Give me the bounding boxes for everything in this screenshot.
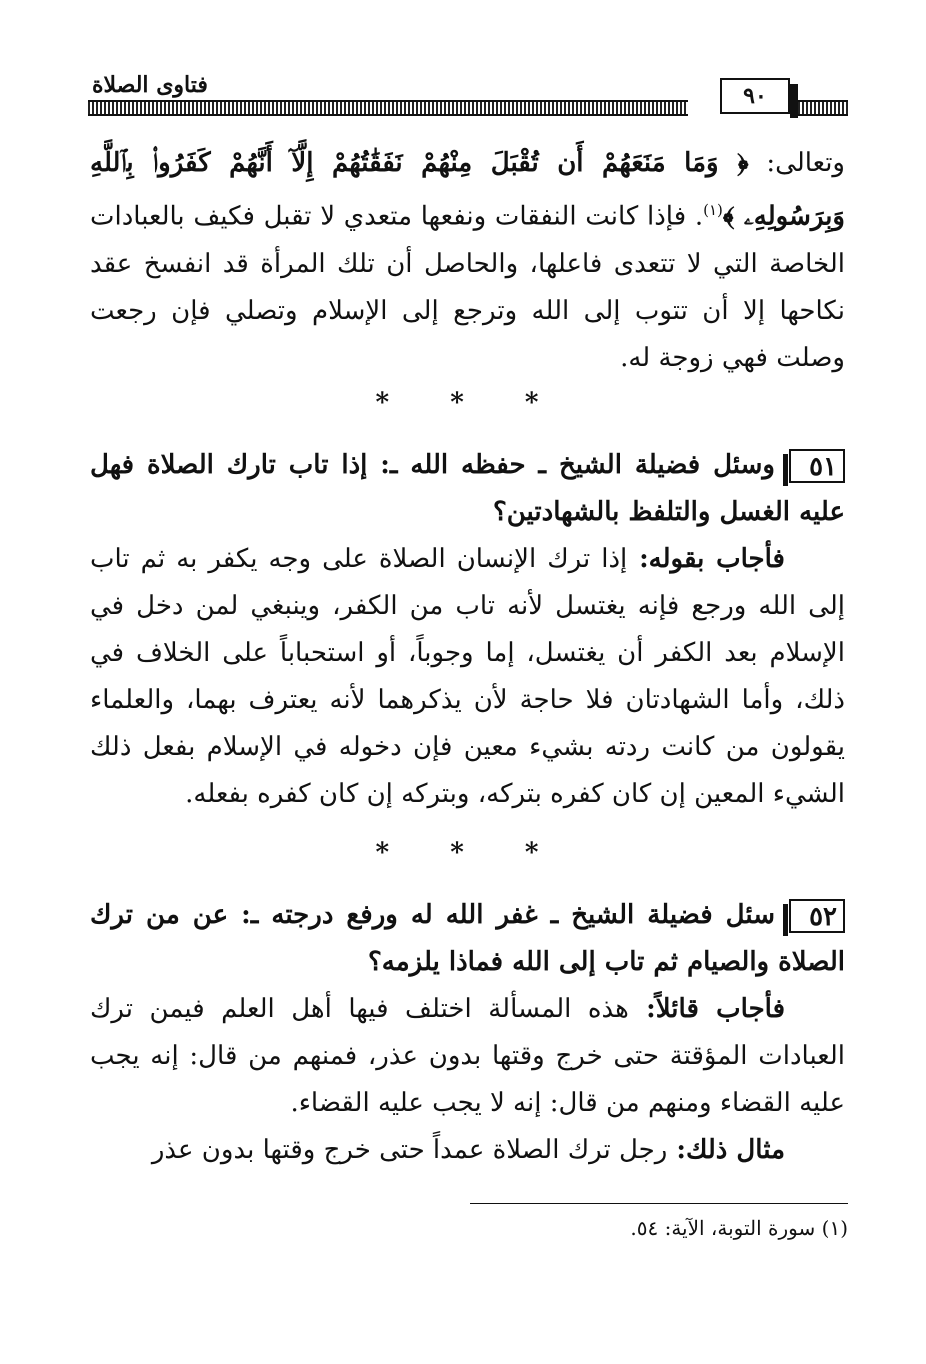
question-52-text: سئل فضيلة الشيخ ـ غفر الله له ورفع درجته ـ: عن من ترك الصلاة والصيام ثم تاب إلى الله فماذا يلزمه؟ [90, 900, 845, 977]
example-lead: مثال ذلك: [667, 1135, 785, 1165]
answer-52-lead: فأجاب قائلاً: [628, 994, 786, 1024]
answer-51-text: إذا ترك الإنسان الصلاة على وجه يكفر به ثم تاب إلى الله ورجع فإنه يغتسل لأنه تاب من الكفر، وينبغي لمن دخل في الإسلام بعد الكفر أن يغتسل، إما وجوباً، أو استحباباً على الخلاف في ذلك، وأما الشهادتان فلا حاجة لأن يذكرهما لأنه يعترف بهما، والعلماء يقولون من كانت ردته بشيء معين فإن دخوله في الإسلام بفعل ذلك الشيء المعين إن كان كفره بتركه، وبتركه إن كان كفره بفعله. [90, 544, 845, 809]
footnote-divider [470, 1203, 848, 1204]
question-52 [90, 892, 845, 1174]
page-header [88, 72, 848, 122]
page-number: ٩٠ [720, 78, 790, 114]
question-number-51: ٥١ [789, 449, 845, 483]
intro-text: . فإذا كانت النفقات ونفعها متعدي لا تقبل فكيف بالعبادات الخاصة التي لا تتعدى فاعلها، والحاصل أن تلك المرأة قد انفسخ عقد نكاحها إلا أن تتوب إلى الله وترجع إلى الإسلام وتصلي فإن رجعت وصلت فهي زوجة له. [90, 201, 845, 373]
question-51-text: وسئل فضيلة الشيخ ـ حفظه الله ـ: إذا تاب تارك الصلاة فهل عليه الغسل والتلفظ بالشهادتين؟ [90, 450, 845, 527]
section-separator-2: * * * [375, 838, 565, 868]
footnote-ref: (١) [703, 201, 723, 219]
intro-lead: وتعالى: [748, 148, 845, 178]
footnote: (١) سورة التوبة، الآية: ٥٤. [630, 1216, 848, 1240]
answer-51-lead: فأجاب بقوله: [627, 544, 785, 574]
intro-paragraph [90, 140, 845, 382]
running-title: فتاوى الصلاة [88, 72, 212, 98]
header-ornament-right [798, 100, 848, 116]
header-ornament-left [88, 100, 688, 116]
question-number-52: ٥٢ [789, 899, 845, 933]
example-text: رجل ترك الصلاة عمداً حتى خرج وقتها بدون عذر [151, 1135, 668, 1165]
section-separator-1: * * * [375, 388, 565, 418]
answer-52-text: هذه المسألة اختلف فيها أهل العلم فيمن ترك العبادات المؤقتة حتى خرج وقتها بدون عذر، فمنهم من قال: إنه يجب عليه القضاء ومنهم من قال: إنه لا يجب عليه القضاء. [90, 994, 845, 1118]
quran-verse: ﴿ وَمَا مَنَعَهُمْ أَن تُقْبَلَ مِنْهُمْ نَفَقَٰتُهُمْ إِلَّآ أَنَّهُمْ كَفَرُوا۟ بِٱللَّهِ وَبِرَسُولِهِۦ ﴾ [90, 148, 845, 232]
question-51 [90, 442, 845, 818]
